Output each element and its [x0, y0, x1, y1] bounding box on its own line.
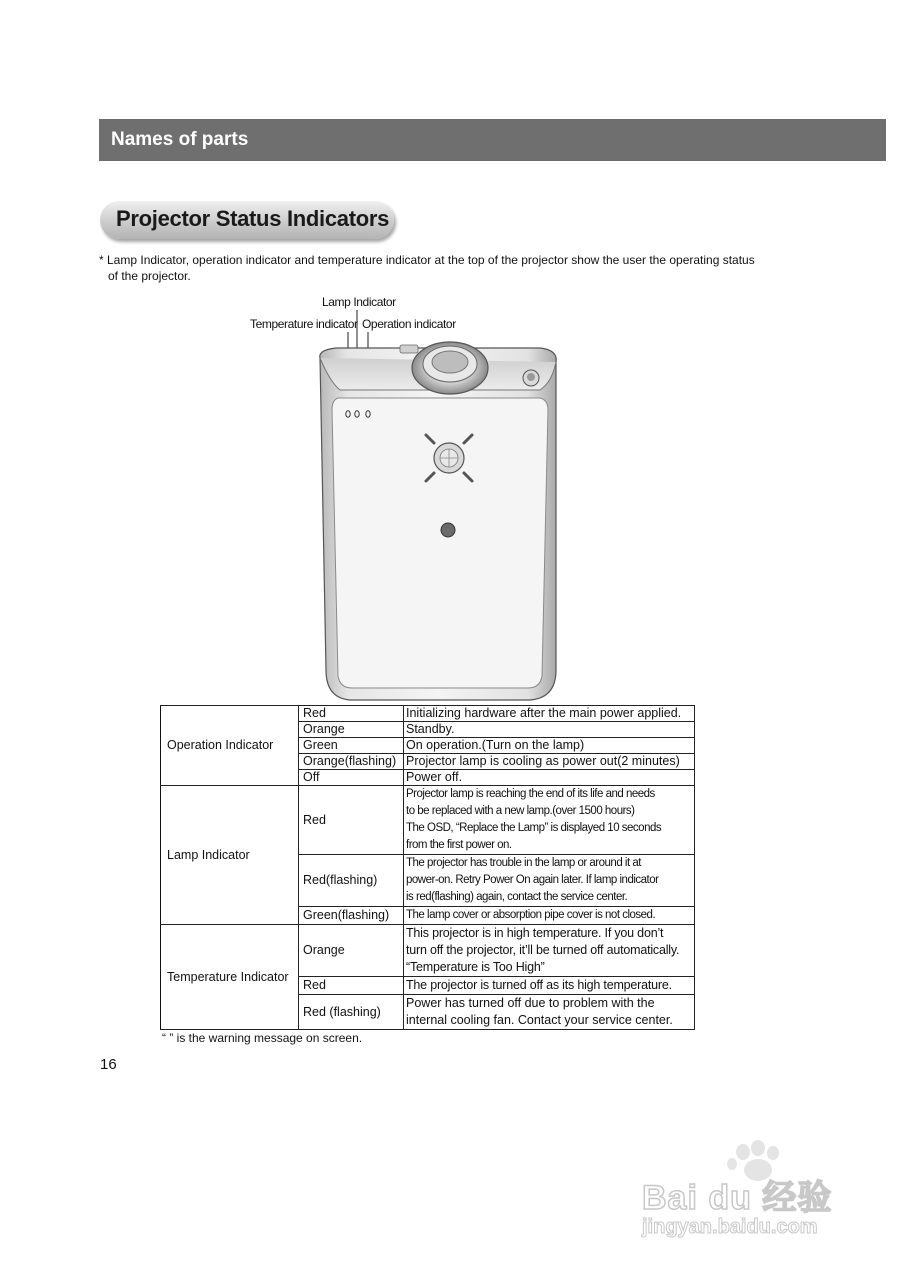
description-cell: On operation.(Turn on the lamp): [404, 738, 695, 754]
intro-line-2: of the projector.: [108, 269, 191, 283]
state-cell: Red: [299, 706, 404, 722]
section-title: Names of parts: [111, 129, 249, 150]
operation-indicator-label: Operation indicator: [362, 317, 456, 331]
description-line: to be replaced with a new lamp.(over 1500 hours): [406, 805, 635, 817]
watermark: [640, 1140, 860, 1250]
state-cell: Red (flashing): [299, 995, 404, 1030]
state-cell: Orange: [299, 925, 404, 977]
description-cell: Initializing hardware after the main power applied.: [404, 706, 695, 722]
projector-figure: [240, 290, 570, 710]
projector-illustration: [240, 290, 570, 710]
description-cell: The lamp cover or absorption pipe cover is not closed.: [404, 907, 695, 925]
description-cell: The projector is turned off as its high temperature.: [404, 977, 695, 995]
description-cell: [404, 925, 695, 977]
description-line: power-on. Retry Power On again later. If lamp indicator: [406, 874, 659, 886]
description-cell: Standby.: [404, 722, 695, 738]
description-line: “Temperature is Too High”: [406, 960, 545, 974]
description-cell: Power off.: [404, 770, 695, 786]
state-cell: Off: [299, 770, 404, 786]
group-operation-indicator: Operation Indicator: [161, 706, 299, 786]
description-line: The OSD, “Replace the Lamp” is displayed 10 seconds: [406, 822, 662, 834]
description-cell: [404, 786, 695, 855]
description-cell: Projector lamp is cooling as power out(2 minutes): [404, 754, 695, 770]
table-row: [161, 706, 695, 722]
description-cell: [404, 855, 695, 907]
description-line: Power has turned off due to problem with the: [406, 996, 655, 1010]
description-line: is red(flashing) again, contact the service center.: [406, 891, 628, 903]
group-lamp-indicator: Lamp Indicator: [161, 786, 299, 925]
table-row: [161, 925, 695, 977]
state-cell: Orange(flashing): [299, 754, 404, 770]
description-line: The projector has trouble in the lamp or around it at: [406, 857, 641, 869]
watermark-brand: Bai du 经验: [642, 1179, 833, 1217]
description-line: from the first power on.: [406, 839, 512, 851]
state-cell: Orange: [299, 722, 404, 738]
state-cell: Green(flashing): [299, 907, 404, 925]
group-temperature-indicator: Temperature Indicator: [161, 925, 299, 1030]
state-cell: Red(flashing): [299, 855, 404, 907]
state-cell: Green: [299, 738, 404, 754]
section-header-bar: [99, 119, 886, 161]
description-cell: [404, 995, 695, 1030]
watermark-url: jingyan.baidu.com: [642, 1216, 818, 1238]
state-cell: Red: [299, 977, 404, 995]
description-line: internal cooling fan. Contact your service center.: [406, 1013, 673, 1027]
description-line: This projector is in high temperature. If you don’t: [406, 926, 664, 940]
page-heading: Projector Status Indicators: [116, 206, 390, 231]
lamp-indicator-label: Lamp Indicator: [322, 295, 396, 309]
intro-line-1: * Lamp Indicator, operation indicator and temperature indicator at the top of the projector show the user the operating status: [99, 253, 755, 267]
footnote: “ ” is the warning message on screen.: [162, 1031, 363, 1045]
description-line: turn off the projector, it’ll be turned off automatically.: [406, 943, 680, 957]
page-number: 16: [100, 1056, 117, 1073]
intro-paragraph: [99, 252, 759, 284]
description-line: Projector lamp is reaching the end of its life and needs: [406, 788, 655, 800]
status-indicator-table: [160, 705, 695, 1030]
table-row: [161, 786, 695, 855]
temperature-indicator-label: Temperature indicator: [250, 317, 358, 331]
state-cell: Red: [299, 786, 404, 855]
